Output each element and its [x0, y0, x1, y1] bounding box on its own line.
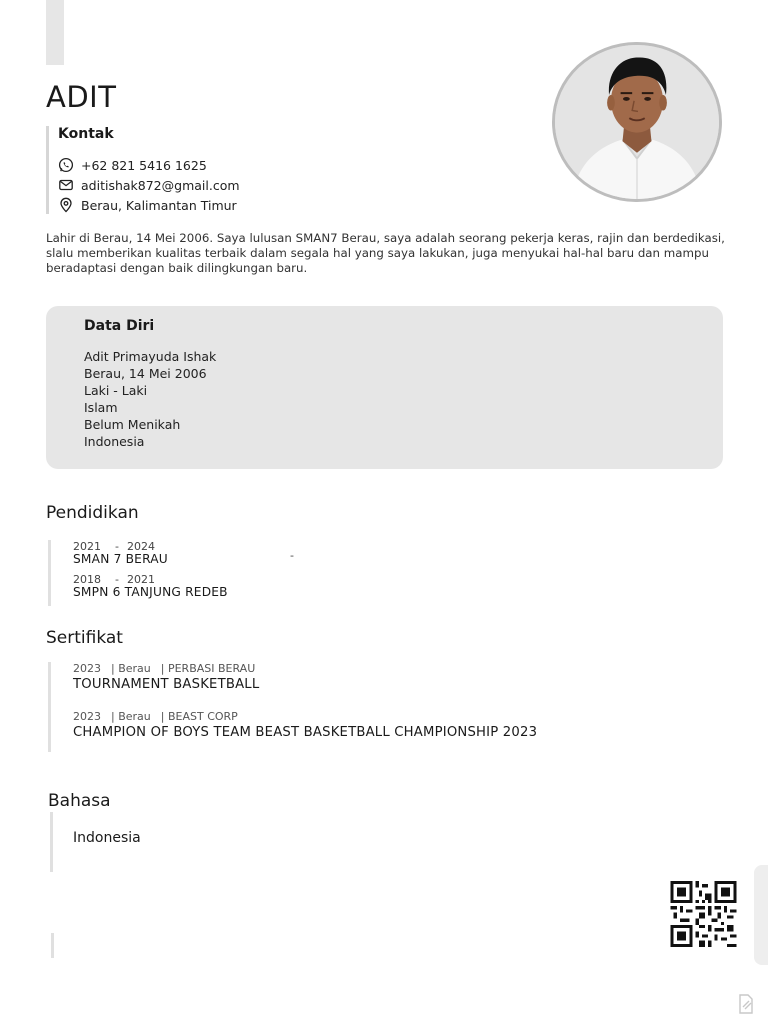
certificate-meta	[73, 710, 608, 725]
contact-list	[58, 155, 306, 215]
education-start: 2021	[73, 540, 101, 553]
education-stray-dash: -	[290, 549, 294, 562]
whatsapp-icon	[58, 157, 74, 173]
contact-phone-row[interactable]	[58, 155, 306, 175]
data-diri-gender: Laki - Laki	[84, 383, 148, 398]
certificate-entry	[73, 662, 608, 692]
certificate-meta	[73, 662, 608, 677]
bahasa-list	[50, 812, 250, 872]
document-watermark-icon	[737, 993, 755, 1015]
certificate-name: CHAMPION OF BOYS TEAM BEAST BASKETBALL CHAMPIONSHIP 2023	[73, 725, 538, 740]
contact-location-row	[58, 195, 306, 215]
contact-location: Berau, Kalimantan Timur	[81, 197, 237, 213]
education-school: SMPN 6 TANJUNG REDEB	[73, 585, 228, 599]
education-entry	[73, 540, 308, 566]
education-end: 2024	[126, 540, 155, 553]
contact-email-row[interactable]	[58, 175, 306, 195]
footer-accent-bar	[51, 933, 54, 958]
sertifikat-list	[48, 662, 608, 752]
side-tab-handle[interactable]	[754, 865, 768, 965]
contact-title: Kontak	[58, 126, 114, 142]
sertifikat-title: Sertifikat	[46, 628, 123, 648]
education-start: 2018	[73, 573, 101, 586]
profile-photo	[552, 42, 722, 202]
language-item: Indonesia	[73, 830, 141, 846]
contact-email: aditishak872@gmail.com	[81, 177, 240, 193]
data-diri-title: Data Diri	[84, 318, 155, 334]
profile-name: ADIT	[46, 80, 117, 114]
education-sep: -	[115, 573, 119, 586]
certificate-name: TOURNAMENT BASKETBALL	[73, 677, 260, 692]
education-school: SMAN 7 BERAU	[73, 552, 168, 566]
data-diri-fullname: Adit Primayuda Ishak	[84, 349, 217, 364]
contact-section	[46, 126, 306, 214]
certificate-year: 2023	[73, 710, 101, 723]
mail-icon	[58, 177, 74, 193]
data-diri-birth: Berau, 14 Mei 2006	[84, 366, 207, 381]
data-diri-marital-status: Belum Menikah	[84, 417, 181, 432]
contact-phone: +62 821 5416 1625	[81, 157, 207, 173]
data-diri-panel	[46, 306, 723, 469]
pendidikan-title: Pendidikan	[46, 503, 139, 523]
data-diri-nationality: Indonesia	[84, 434, 145, 449]
education-sep: -	[115, 540, 119, 553]
location-pin-icon	[58, 197, 74, 213]
certificate-org: | PERBASI BERAU	[160, 662, 256, 675]
certificate-org: | BEAST CORP	[160, 710, 238, 723]
data-diri-list	[84, 348, 216, 450]
certificate-place: | Berau	[111, 710, 151, 723]
education-end: 2021	[126, 573, 155, 586]
certificate-entry	[73, 710, 608, 740]
qr-code[interactable]	[668, 881, 739, 947]
certificate-year: 2023	[73, 662, 101, 675]
pendidikan-list	[48, 540, 308, 606]
certificate-place: | Berau	[111, 662, 151, 675]
profile-bio: Lahir di Berau, 14 Mei 2006. Saya lulusan SMAN7 Berau, saya adalah seorang pekerja keras, rajin dan berdedikasi, slalu memberikan kualitas terbaik dalam segala hal yang saya lakukan, juga menyukai hal-hal baru dan mampu beradaptasi dengan baik dilingkungan baru.	[46, 231, 725, 275]
header-accent-bar	[46, 0, 64, 65]
bahasa-title: Bahasa	[48, 791, 111, 811]
education-entry	[73, 573, 308, 599]
data-diri-religion: Islam	[84, 400, 118, 415]
